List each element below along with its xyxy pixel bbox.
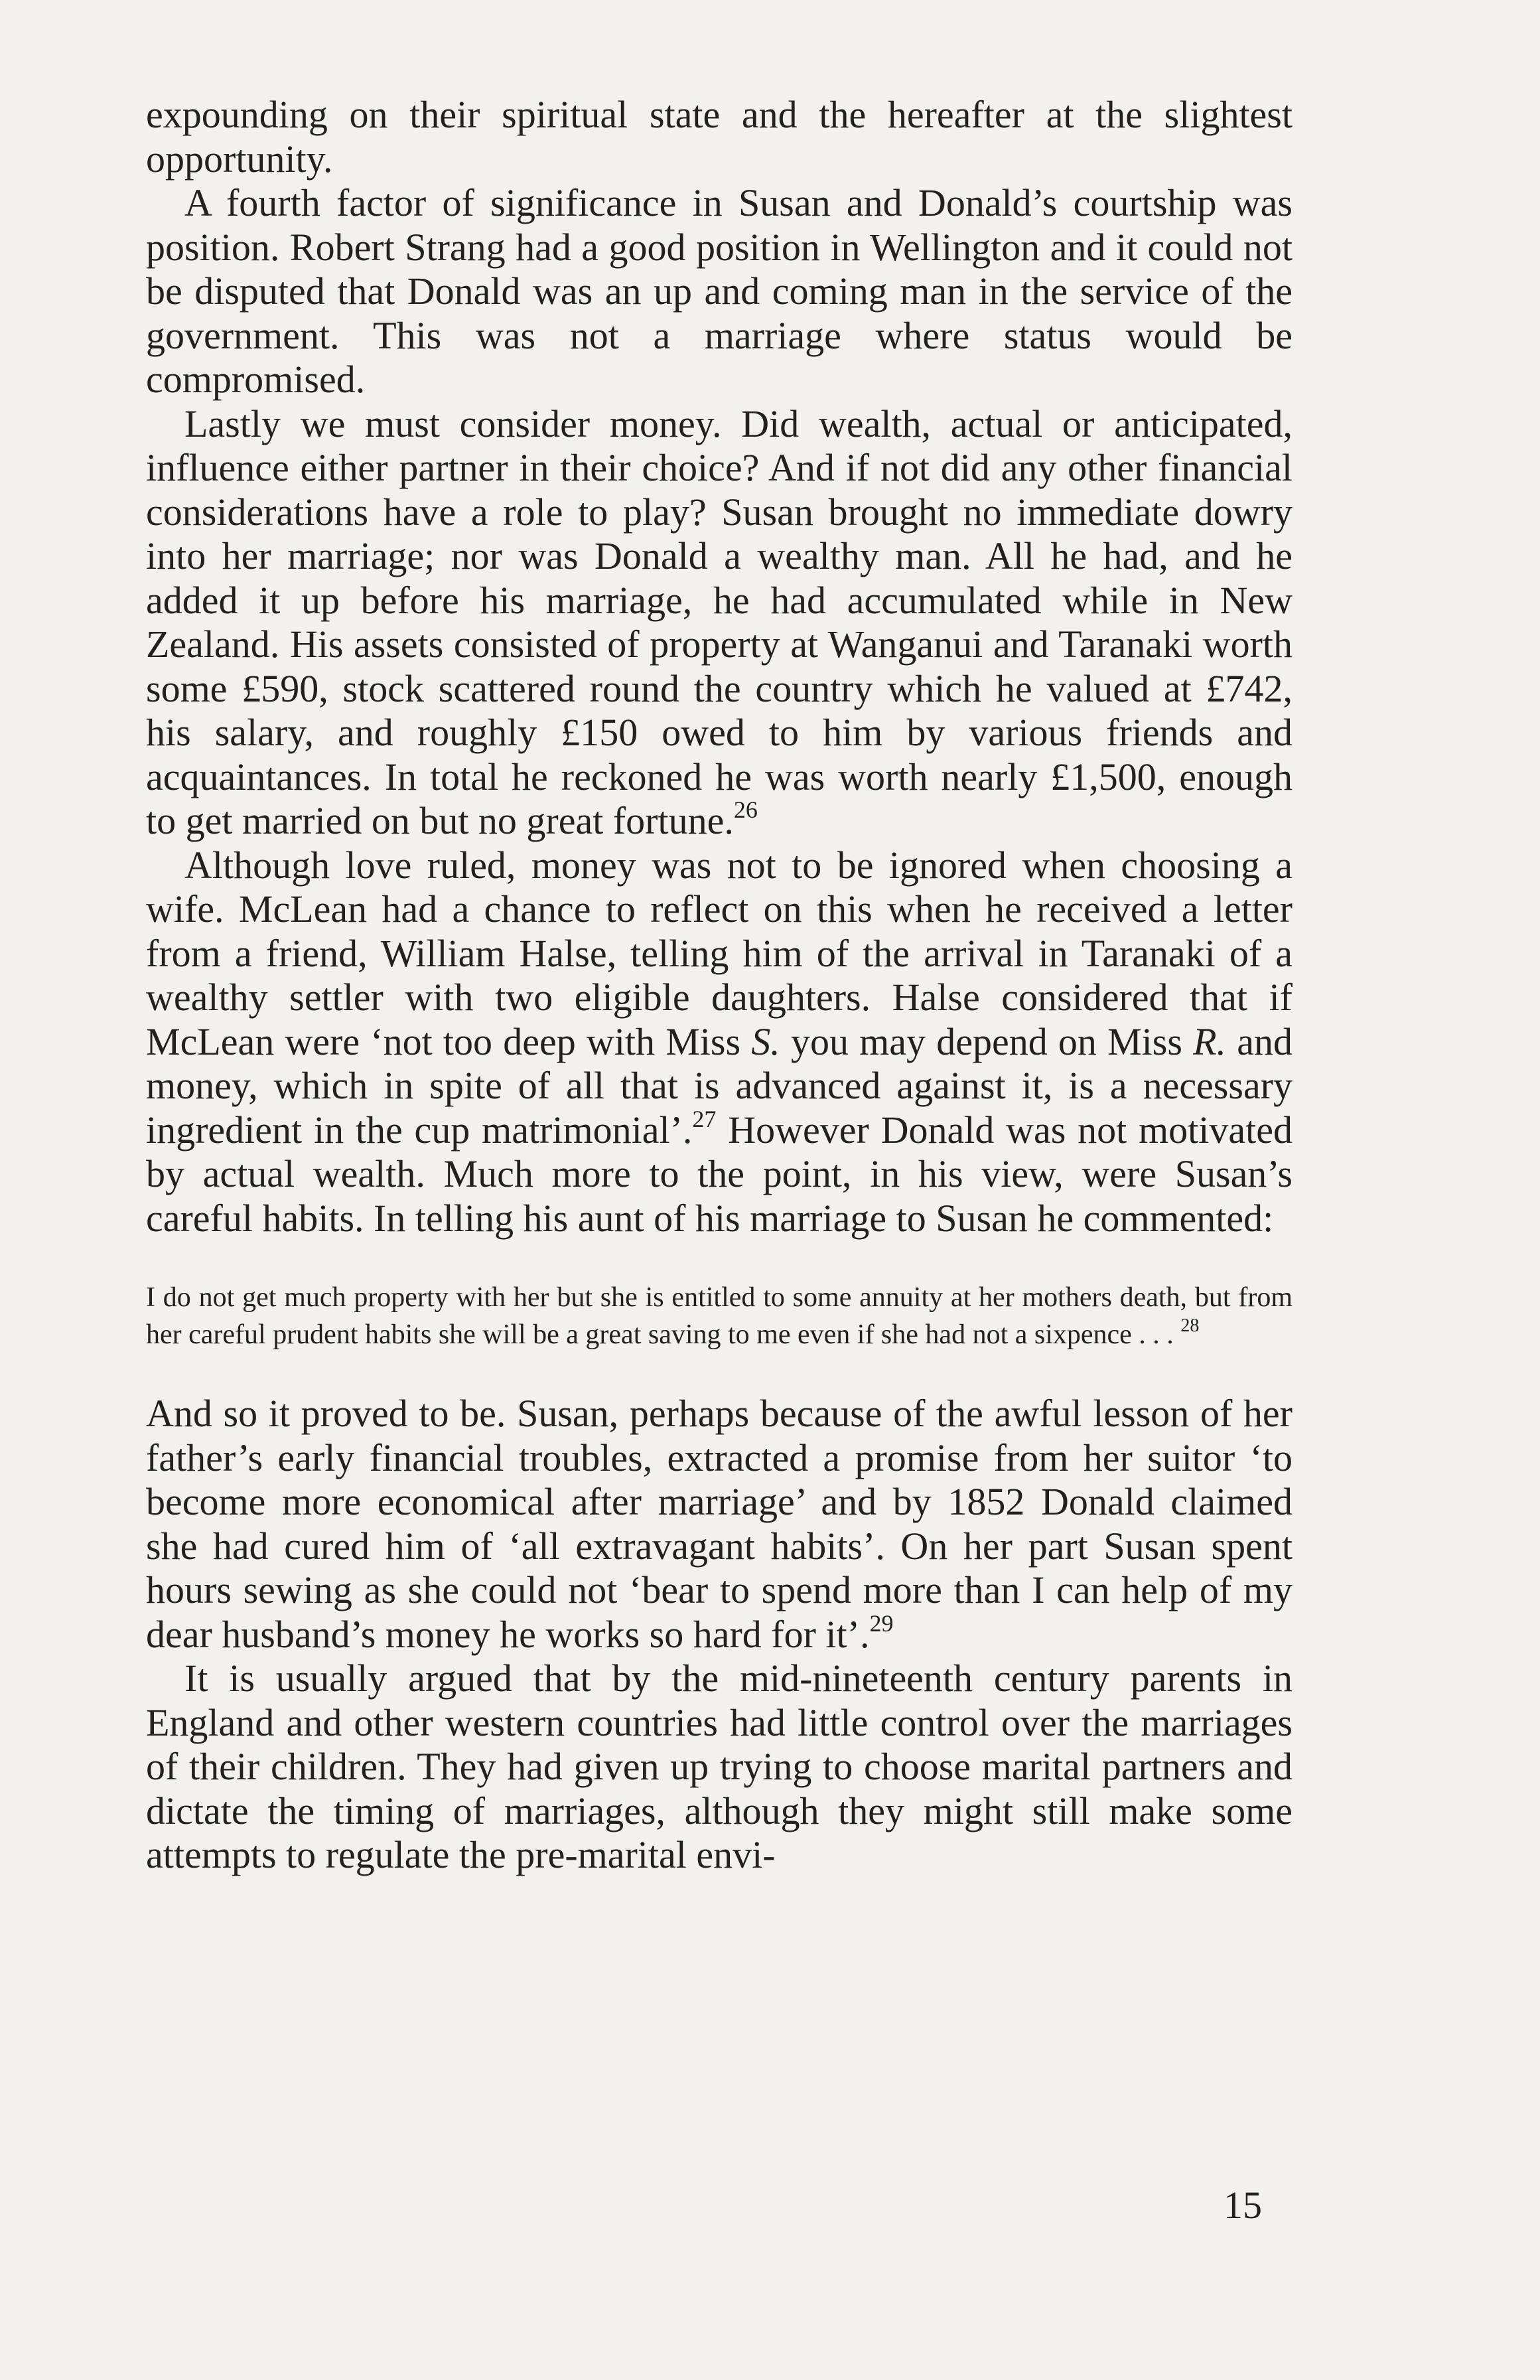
- paragraph-text: Lastly we must consider money. Did wealth, actual or anticipated, influence either partner in their choice? And if not did any other financial considerations have a role to play? Susan brought no immediate dowry into her marriage; nor was Donald a wealthy man. All he had, and he added it up before his marriage, he had accumulated while in New Zealand. His assets consisted of property at Wanganui and Taranaki worth some £590, stock scattered round the country which he valued at £742, his salary, and roughly £150 owed to him by various friends and acquaintances. In total he reckoned he was worth nearly £1,500, enough to get married on but no great fortune.: [146, 402, 1293, 842]
- paragraph: [146, 1392, 1293, 1657]
- footnote-ref: 27: [692, 1105, 717, 1132]
- paragraph-text: Although love ruled, money was not to be ignored when choosing a wife. McLean had a chance to reflect on this when he received a letter from a friend, William Halse, telling him of the arrival in Taranaki of a wealthy settler with two eligible daughters. Halse considered that if McLean were ‘not too deep with Miss: [146, 843, 1293, 1063]
- paragraphs-after: [146, 1392, 1293, 1878]
- paragraph-text: and money, which in spite of all that is advanced against it, is a necessary ingredient in the cup matrimonial’.: [146, 1019, 1293, 1152]
- paragraph-text: However Donald was not motivated by actual wealth. Much more to the point, in his view, were Susan’s careful habits. In telling his aunt of his marriage to Susan he commented:: [146, 1108, 1293, 1240]
- italic-text: R.: [1193, 1019, 1227, 1063]
- paragraph: [146, 181, 1293, 402]
- block-quote: [146, 1279, 1293, 1353]
- paragraph-text: expounding on their spiritual state and the hereafter at the slightest opportunity.: [146, 93, 1293, 181]
- paragraph: [146, 402, 1293, 844]
- page-body: [146, 93, 1293, 1878]
- page-number: 15: [1224, 2184, 1262, 2227]
- paragraph-text: And so it proved to be. Susan, perhaps because of the awful lesson of her father’s early financial troubles, extracted a promise from her suitor ‘to become more economical after marriage’ and by 1852 Donald claimed she had cured him of ‘all extravagant habits’. On her part Susan spent hours sewing as she could not ‘bear to spend more than I can help of my dear husband’s money he works so hard for it’.: [146, 1392, 1293, 1656]
- footnote-ref: 26: [733, 796, 758, 823]
- quote-text: I do not get much property with her but she is entitled to some annuity at her mothers death, but from her careful prudent habits she will be a great saving to me even if she had not a sixpence . . .: [146, 1282, 1293, 1350]
- paragraphs-before: [146, 93, 1293, 1240]
- paragraph: [146, 93, 1293, 181]
- italic-text: S.: [751, 1019, 780, 1063]
- paragraph: [146, 844, 1293, 1241]
- paragraph-text: A fourth factor of significance in Susan and Donald’s courtship was position. Robert Strang had a good position in Wellington and it could not be disputed that Donald was an up and coming man in the service of the government. This was not a marriage where status would be compromised.: [146, 181, 1293, 401]
- paragraph-text: you may depend on Miss: [780, 1019, 1194, 1063]
- paragraph: [146, 1657, 1293, 1878]
- paragraph-text: It is usually argued that by the mid-nineteenth century parents in England and other western countries had little control over the marriages of their children. They had given up trying to choose marital partners and dictate the timing of marriages, although they might still make some attempts to regulate the pre-marital envi-: [146, 1657, 1293, 1876]
- footnote-ref: 29: [869, 1609, 894, 1637]
- footnote-ref: 28: [1180, 1315, 1200, 1336]
